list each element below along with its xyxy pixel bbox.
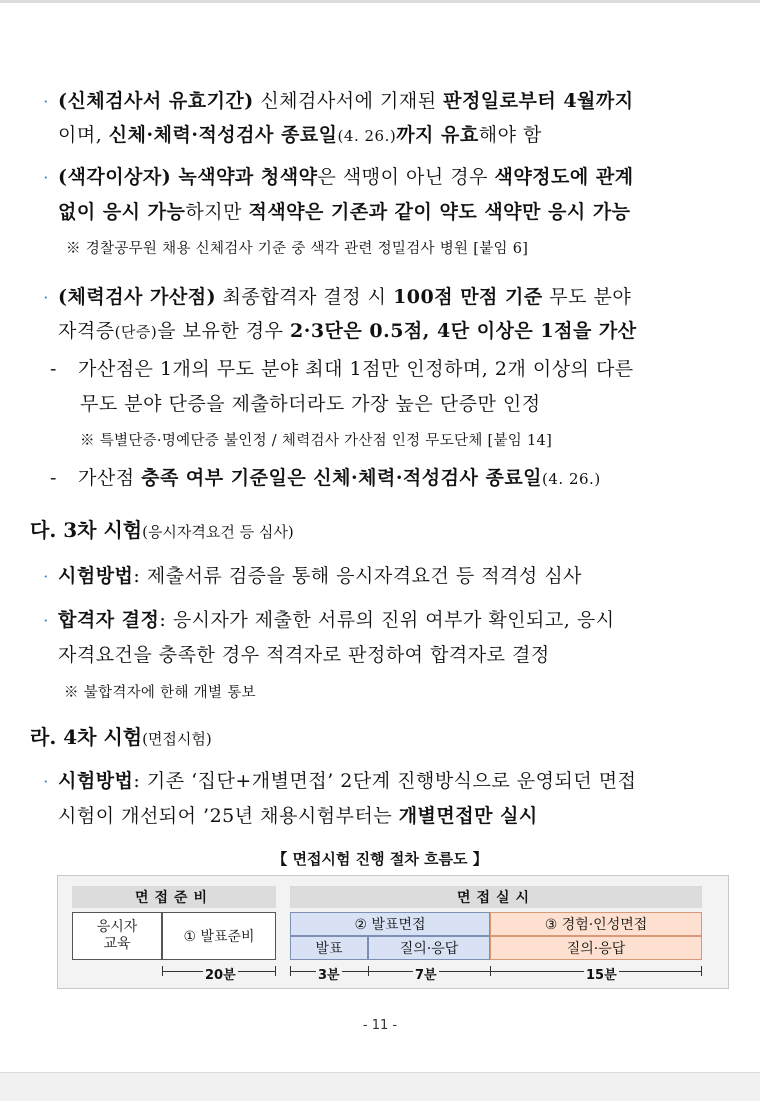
- timeline-tick: [490, 966, 491, 976]
- qa-sub-box-2: 질의·응답: [490, 936, 702, 960]
- page-number: - 11 -: [362, 1018, 398, 1033]
- timeline-tick: [275, 966, 276, 976]
- bullet-icon: ·: [43, 772, 49, 791]
- note-martial-arts: ※ 특별단증·명예단증 불인정 / 체력검사 가산점 인정 무도단체 [붙임 14]: [80, 433, 553, 449]
- bold-text: 시험방법: [58, 565, 134, 587]
- text: 최종합격자 결정 시: [216, 286, 394, 308]
- bold-text: 적색약은 기존과 같이 약도 색약만 응시 가능: [248, 201, 631, 223]
- time-label-15: 15분: [584, 964, 619, 983]
- paragraph-3-sub-2: [50, 463, 601, 490]
- flowchart-title: 【 면접시험 진행 절차 흐름도 】: [272, 850, 488, 868]
- bold-text: 개별면접만 실시: [398, 805, 538, 827]
- timeline-tick: [701, 966, 702, 976]
- timeline-tick: [368, 966, 369, 976]
- text: 가산점은 1개의 무도 분야 최대 1점만 인정하며, 2개 이상의 다른: [78, 358, 634, 380]
- bold-text: 충족 여부 기준일은 신체·체력·적성검사 종료일: [141, 467, 543, 489]
- text: 하지만: [185, 201, 249, 223]
- presentation-prep-box: ① 발표준비: [162, 912, 276, 960]
- time-label-20: 20분: [203, 964, 238, 983]
- prep-header: 면접준비: [72, 886, 276, 908]
- section-3rd-exam-heading: [30, 514, 294, 543]
- text: 가산점: [78, 467, 142, 489]
- bullet-icon: ·: [43, 168, 49, 187]
- bold-text: 판정일로부터 4월까지: [443, 90, 634, 112]
- experience-interview-box: ③ 경험·인성면접: [490, 912, 702, 936]
- qa-sub-box-1: 질의·응답: [368, 936, 490, 960]
- bold-text: 2·3단은 0.5점, 4단 이상은 1점을 가산: [290, 320, 637, 342]
- text: 시험이 개선되어 ’25년 채용시험부터는: [58, 805, 399, 827]
- section-subtitle: (면접시험): [142, 730, 212, 748]
- text: 이며,: [58, 124, 109, 146]
- section-3rd-bullet-1: [34, 561, 582, 588]
- paragraph-2-line-2: [58, 197, 631, 224]
- label-text: (신체검사서 유효기간): [58, 90, 254, 112]
- bottom-bar: [0, 1072, 760, 1101]
- section-4th-exam-heading: [30, 721, 212, 750]
- bold-text: 까지 유효: [396, 124, 479, 146]
- text: 해야 함: [478, 124, 542, 146]
- note-notify: ※ 불합격자에 한해 개별 통보: [64, 685, 256, 701]
- paragraph-1-line-1: [34, 86, 634, 113]
- bullet-icon: ·: [43, 288, 49, 307]
- date-text: (4. 26.): [337, 127, 397, 145]
- time-label-3: 3분: [316, 964, 342, 983]
- bold-text: 100점 만점 기준: [393, 286, 543, 308]
- timeline-line: [290, 971, 702, 972]
- text: : 기존 ‘집단+개별면접’ 2단계 진행방식으로 운영되던 면접: [133, 770, 637, 792]
- interview-flowchart: [57, 875, 729, 989]
- paragraph-3-sub-1-line-2: 무도 분야 단증을 제출하더라도 가장 높은 단증만 인정: [80, 393, 541, 415]
- text: : 제출서류 검증을 통해 응시자격요건 등 적격성 심사: [133, 565, 583, 587]
- text: (단증): [114, 323, 158, 341]
- paragraph-2-line-1: [34, 162, 634, 189]
- bold-text: (체력검사 가산점): [58, 286, 217, 308]
- bullet-icon: ·: [43, 567, 49, 586]
- top-border: [0, 0, 760, 3]
- bullet-icon: ·: [43, 92, 49, 111]
- text: 무도 분야: [542, 286, 632, 308]
- text: 자격증: [58, 320, 115, 342]
- paragraph-3-line-2: [58, 316, 637, 343]
- bold-text: 합격자 결정: [58, 609, 160, 631]
- exec-header: 면접실시: [290, 886, 702, 908]
- text: 을 보유한 경우: [157, 320, 290, 342]
- section-subtitle: (응시자격요건 등 심사): [142, 523, 294, 541]
- section-4th-bullet-1-line-1: [34, 766, 636, 793]
- section-title: 다. 3차 시험: [30, 518, 143, 542]
- time-label-7: 7분: [413, 964, 439, 983]
- section-3rd-bullet-2-line-1: [34, 605, 615, 632]
- bold-text: 색약정도에 관계: [494, 166, 634, 188]
- section-title: 라. 4차 시험: [30, 725, 143, 749]
- date-text: (4. 26.): [542, 470, 601, 488]
- bold-text: 시험방법: [58, 770, 134, 792]
- applicant-education-box: 응시자 교육: [72, 912, 162, 960]
- text: 은 색맹이 아닌 경우: [317, 166, 495, 188]
- paragraph-3-sub-1-line-1: [50, 354, 634, 381]
- presentation-sub-box: 발표: [290, 936, 368, 960]
- text: 신체검사서에 기재된: [253, 90, 444, 112]
- dash-icon: -: [50, 358, 57, 380]
- bold-text: 신체·체력·적성검사 종료일: [108, 124, 338, 146]
- section-4th-bullet-1-line-2: [58, 801, 538, 828]
- section-3rd-bullet-2-line-2: 자격요건을 충족한 경우 적격자로 판정하여 합격자로 결정: [58, 644, 550, 666]
- note-color-blind: ※ 경찰공무원 채용 신체검사 기준 중 색각 관련 정밀검사 병원 [붙임 6]: [66, 241, 529, 257]
- paragraph-3-line-1: [34, 282, 631, 309]
- bold-text: (색각이상자) 녹색약과 청색약: [58, 166, 318, 188]
- text: : 응시자가 제출한 서류의 진위 여부가 확인되고, 응시: [159, 609, 615, 631]
- bullet-icon: ·: [43, 611, 49, 630]
- bold-text: 없이 응시 가능: [58, 201, 186, 223]
- dash-icon: -: [50, 467, 57, 489]
- presentation-interview-box: ② 발표면접: [290, 912, 490, 936]
- paragraph-1-line-2: [58, 120, 542, 147]
